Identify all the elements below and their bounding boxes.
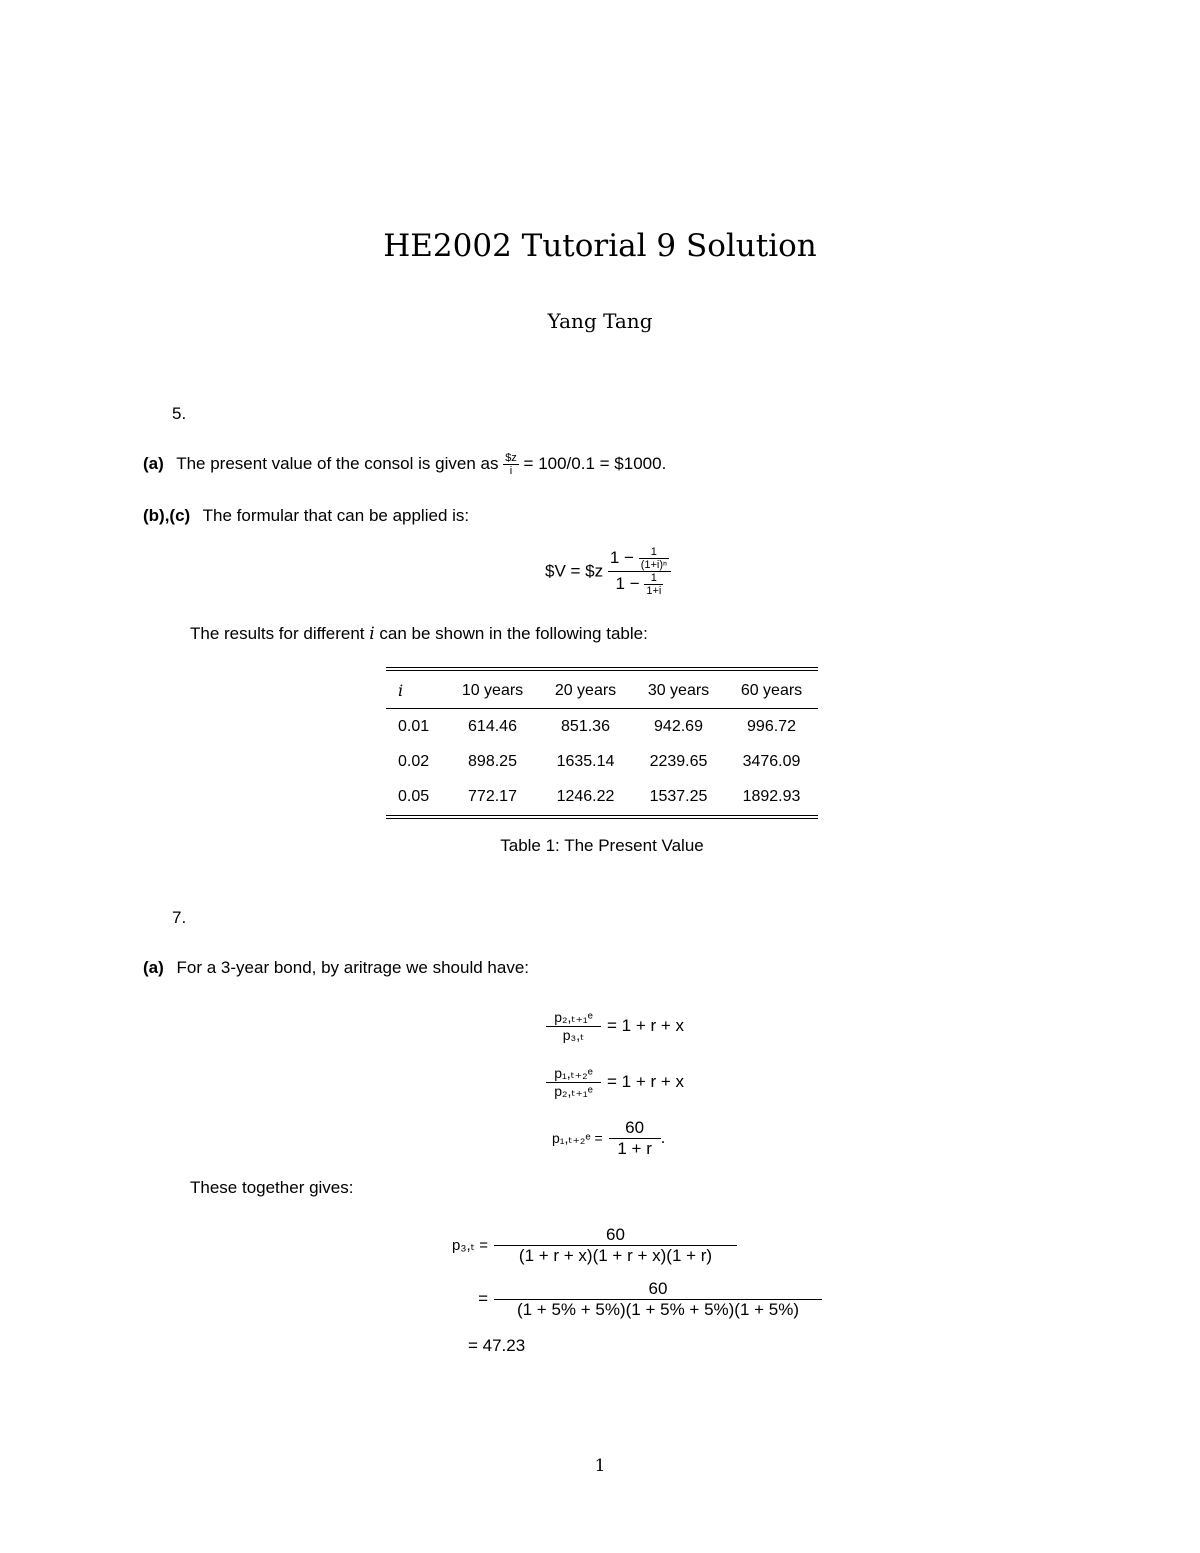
arbitrage-eq-1 bbox=[546, 998, 684, 1054]
table-header-cell bbox=[386, 673, 446, 709]
table-intro-part1: The results for different bbox=[190, 624, 365, 643]
question-5-number: 5. bbox=[172, 404, 187, 423]
res1-fraction bbox=[494, 1225, 737, 1266]
q5-a-text: The present value of the consol is given as bbox=[176, 453, 499, 473]
document-title: HE2002 Tutorial 9 Solution bbox=[383, 228, 817, 264]
table-top-rule bbox=[386, 667, 818, 671]
eq2-den: p₂,ₜ₊₁ᵉ bbox=[554, 1082, 593, 1099]
table-cell: 851.36 bbox=[561, 717, 610, 735]
arbitrage-equations bbox=[546, 998, 684, 1166]
table-row bbox=[386, 779, 818, 814]
result-derivation bbox=[434, 1218, 822, 1366]
table-cell: 0.01 bbox=[398, 717, 430, 735]
table-cell: 2239.65 bbox=[649, 752, 708, 770]
res-lhs: p₃,ₜ = bbox=[452, 1237, 488, 1254]
eq1-rhs: = 1 + r + x bbox=[607, 1016, 685, 1035]
table-caption: Table 1: The Present Value bbox=[500, 836, 704, 855]
result-line-1 bbox=[434, 1218, 822, 1272]
table-header-cell: 30 years bbox=[632, 673, 725, 709]
table-header-cell: 10 years bbox=[446, 673, 539, 709]
eq3-lhs: p₁,ₜ₊₂ᵉ = bbox=[552, 1129, 603, 1146]
result-line-2 bbox=[434, 1272, 822, 1326]
pv-formula-lhs: $V = $z bbox=[545, 561, 604, 581]
eq3-num: 60 bbox=[609, 1118, 661, 1139]
eq3-end: . bbox=[660, 1128, 666, 1147]
table-cell: 0.05 bbox=[398, 787, 430, 805]
q5-a-frac-den: i bbox=[509, 465, 513, 477]
q5-part-a bbox=[143, 452, 666, 477]
question-7-number: 7. bbox=[172, 908, 187, 927]
q7-part-a bbox=[143, 958, 529, 978]
header-i: i bbox=[398, 680, 404, 700]
pv-num-fraction bbox=[639, 546, 669, 571]
table-intro-part2: can be shown in the following table: bbox=[379, 624, 648, 643]
res1-num: 60 bbox=[494, 1225, 737, 1246]
table-cell: 772.17 bbox=[468, 787, 517, 805]
q5-a-frac-num: $z bbox=[505, 452, 517, 464]
res2-fraction bbox=[494, 1279, 822, 1320]
q5-bc-text: The formular that can be applied is: bbox=[202, 506, 470, 525]
eq2-num: p₁,ₜ₊₂ᵉ bbox=[546, 1065, 601, 1083]
table-header-row bbox=[386, 673, 818, 709]
table-intro-variable: i bbox=[369, 624, 375, 644]
together-text: These together gives: bbox=[190, 1178, 354, 1197]
table-intro bbox=[190, 624, 648, 644]
pv-formula bbox=[545, 546, 671, 597]
pv-formula-numerator bbox=[608, 546, 671, 572]
table-cell: 1246.22 bbox=[556, 787, 615, 805]
pv-den-prefix: 1 − bbox=[615, 573, 640, 593]
eq1-num: p₂,ₜ₊₁ᵉ bbox=[546, 1009, 601, 1027]
document-author: Yang Tang bbox=[547, 309, 653, 333]
pv-den-frac-den: 1+i bbox=[646, 585, 662, 597]
pv-num-frac-den: (1+i)ⁿ bbox=[640, 559, 668, 571]
res3: = 47.23 bbox=[468, 1336, 526, 1355]
table-cell: 614.46 bbox=[468, 717, 517, 735]
present-value-table bbox=[386, 673, 818, 814]
pv-den-frac-num: 1 bbox=[644, 572, 663, 585]
table-cell: 942.69 bbox=[654, 717, 703, 735]
table-row bbox=[386, 744, 818, 779]
table-cell: 1635.14 bbox=[556, 752, 615, 770]
q5-a-label: (a) bbox=[143, 453, 164, 473]
q7-a-text: For a 3-year bond, by aritrage we should have: bbox=[176, 958, 529, 977]
result-line-3 bbox=[434, 1326, 822, 1366]
q7-a-label: (a) bbox=[143, 958, 164, 977]
table-cell: 996.72 bbox=[747, 717, 796, 735]
arbitrage-eq-3 bbox=[546, 1110, 684, 1166]
res2-eq: = bbox=[478, 1289, 488, 1308]
table-cell: 1537.25 bbox=[649, 787, 708, 805]
pv-formula-denominator bbox=[608, 572, 671, 597]
eq2-fraction bbox=[546, 1065, 601, 1100]
table-cell: 3476.09 bbox=[742, 752, 801, 770]
res1-den: (1 + r + x)(1 + r + x)(1 + r) bbox=[518, 1245, 713, 1265]
eq3-fraction bbox=[609, 1118, 661, 1159]
page-number: 1 bbox=[594, 1456, 606, 1476]
eq2-rhs: = 1 + r + x bbox=[607, 1072, 685, 1091]
pv-formula-main-fraction bbox=[608, 546, 671, 597]
eq1-fraction bbox=[546, 1009, 601, 1044]
table-cell: 898.25 bbox=[468, 752, 517, 770]
arbitrage-eq-2 bbox=[546, 1054, 684, 1110]
eq1-den: p₃,ₜ bbox=[562, 1026, 585, 1043]
table-cell: 0.02 bbox=[398, 752, 430, 770]
table-bottom-rule bbox=[386, 815, 818, 819]
q5-a-result: = 100/0.1 = $1000. bbox=[523, 453, 667, 473]
table-cell: 1892.93 bbox=[742, 787, 801, 805]
pv-num-prefix: 1 − bbox=[609, 547, 634, 567]
res2-num: 60 bbox=[494, 1279, 822, 1300]
eq3-den: 1 + r bbox=[617, 1138, 652, 1158]
table-header-cell: 20 years bbox=[539, 673, 632, 709]
pv-num-frac-num: 1 bbox=[639, 546, 669, 559]
q5-a-fraction bbox=[503, 452, 519, 477]
table-row bbox=[386, 709, 818, 745]
table-header-cell: 60 years bbox=[725, 673, 818, 709]
pv-den-fraction bbox=[644, 572, 663, 597]
q5-part-bc bbox=[143, 506, 469, 526]
res2-den: (1 + 5% + 5%)(1 + 5% + 5%)(1 + 5%) bbox=[516, 1299, 800, 1319]
q5-bc-label: (b),(c) bbox=[143, 506, 191, 525]
